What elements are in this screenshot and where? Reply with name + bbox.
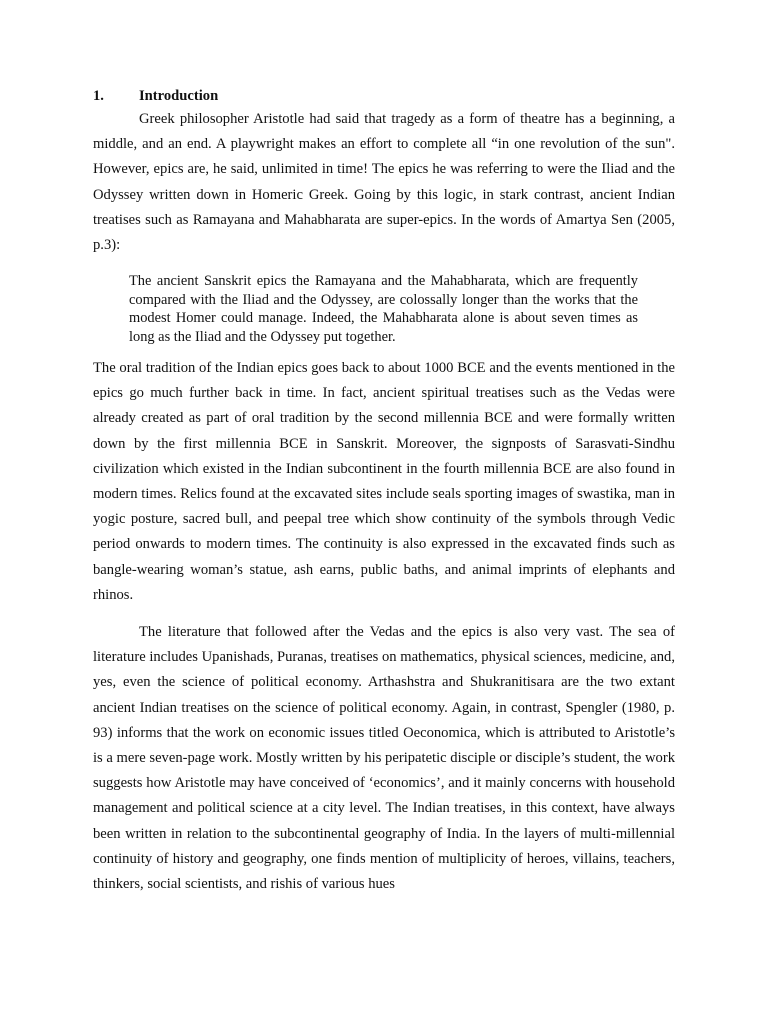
section-number: 1. — [93, 88, 104, 104]
paragraph-oral-tradition: The oral tradition of the Indian epics goes back to about 1000 BCE and the events mentioned in the epics go much further back in time. In fact, ancient spiritual treatises such as the Vedas were already created as part of oral tradition by the second millennia BCE and were formally written down by the first millennia BCE in Sanskrit. Moreover, the signposts of Sarasvati-Sindhu civilization which existed in the Indian subcontinent in the fourth millennia BCE are also found in modern times. Relics found at the excavated sites include seals sporting images of swastika, man in yogic posture, sacred bull, and peepal tree which show continuity of the symbols through Vedic period onwards to modern times. The continuity is also expressed in the excavated finds such as bangle-wearing woman’s statue, ash earns, public baths, and animal imprints of elephants and rhinos. — [93, 360, 675, 603]
block-quote: The ancient Sanskrit epics the Ramayana and the Mahabharata, which are frequently compared with the Iliad and the Odyssey, are colossally longer than the works that the modest Homer could manage. Indeed, the Mahabharata alone is about seven times as long as the Iliad and the Odyssey put together. — [129, 273, 638, 345]
paragraph-intro: Greek philosopher Aristotle had said that tragedy as a form of theatre has a beginning, a middle, and an end. A playwright makes an effort to complete all “in one revolution of the sun". However, epics are, he said, unlimited in time! The epics he was referring to were the Iliad and the Odyssey written down in Homeric Greek. Going by this logic, in stark contrast, ancient Indian treatises such as Ramayana and Mahabharata are super-epics. In the words of Amartya Sen (2005, p.3): — [93, 111, 675, 254]
section-title: Introduction — [139, 88, 219, 104]
section-heading — [93, 86, 218, 106]
paragraph-literature: The literature that followed after the Vedas and the epics is also very vast. The sea of literature includes Upanishads, Puranas, treatises on mathematics, physical sciences, medicine, and, yes, even the science of political economy. Arthashstra and Shukranitisara are the two extant ancient Indian treatises on the science of political economy. Again, in contrast, Spengler (1980, p. 93) informs that the work on economic issues titled Oeconomica, which is attributed to Aristotle’s is a mere seven-page work. Mostly written by his peripatetic disciple or disciple’s student, the work suggests how Aristotle may have conceived of ‘economics’, and it mainly concerns with household management and political science at a city level. The Indian treatises, in this context, have always been written in relation to the subcontinental geography of India. In the layers of multi-millennial continuity of history and geography, one finds mention of multiplicity of heroes, villains, teachers, thinkers, social scientists, and rishis of various hues — [93, 624, 675, 893]
